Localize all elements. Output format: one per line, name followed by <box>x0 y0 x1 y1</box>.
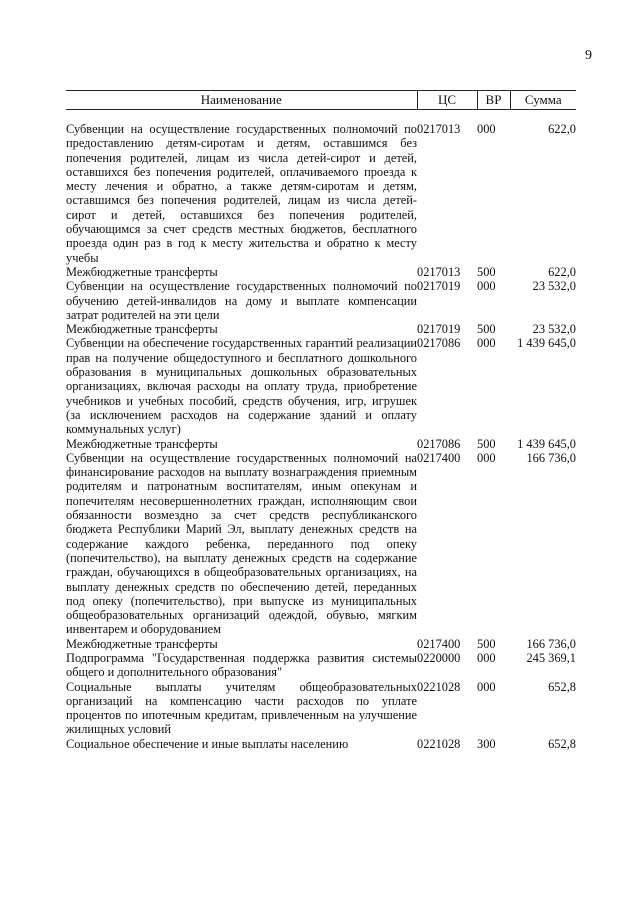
row-vr: 000 <box>477 122 496 136</box>
page-number: 9 <box>585 48 592 63</box>
row-sum: 23 532,0 <box>532 279 576 294</box>
row-name: Подпрограмма "Государственная поддержка развития системы общего и дополнительного образования" <box>66 650 417 680</box>
row-cs: 0220000 <box>417 650 461 665</box>
row-name: Субвенции на осуществление государственных полномочий на финансирование расходов на выплату вознаграждения приемным родителям и патронатным воспитателям, иным опекунам и попечителям несовершеннолетних граждан, исполняющим свои обязанности возмездно за счет средств республиканского бюджета Республики Марий Эл, выплату денежных средств на содержание каждого ребенка, переданного под опеку (попечительство), на выплату денежных средств на содержание граждан, обучающихся в общеобразовательных организациях, на выплату денежных средств по обеспечению детей, переданных под опеку (попечительство), при выпуске из муниципальных общеобразовательных организаций одеждой, обувью, мягким инвентарем и оборудованием <box>66 450 417 637</box>
row-sum: 622,0 <box>548 122 576 136</box>
row-cs: 0217013 <box>417 264 461 279</box>
row-name: Субвенции на обеспечение государственных гарантий реализации прав на получение общедоступного и бесплатного дошкольного образования в муниципальных дошкольных образовательных организациях, включая расходы на оплату труда, приобретение учебников и учебных пособий, средств обучения, игр, игрушек (за исключением расходов на содержание зданий и оплату коммунальных услуг) <box>66 336 417 437</box>
row-vr: 500 <box>477 264 496 279</box>
row-name: Межбюджетные трансферты <box>66 322 218 337</box>
table-row <box>66 265 576 279</box>
table-row <box>66 680 576 737</box>
header-vr: ВР <box>477 91 510 110</box>
row-sum: 166 736,0 <box>526 636 576 651</box>
row-sum: 1 439 645,0 <box>517 336 576 351</box>
budget-table <box>66 90 576 751</box>
header-name: Наименование <box>66 91 417 110</box>
table-row <box>66 451 576 637</box>
table-row <box>66 637 576 651</box>
row-cs: 0221028 <box>417 679 461 694</box>
row-name: Социальные выплаты учителям общеобразовательных организаций на компенсацию части расходов по уплате процентов по ипотечным кредитам, привлеченным на улучшение жилищных условий <box>66 679 417 737</box>
row-sum: 166 736,0 <box>526 450 576 465</box>
row-cs: 0217019 <box>417 279 461 294</box>
table-row <box>66 737 576 751</box>
header-cs: ЦС <box>417 91 477 110</box>
row-vr: 500 <box>477 322 496 337</box>
row-cs: 0217013 <box>417 122 461 136</box>
row-vr: 500 <box>477 436 496 451</box>
row-vr: 000 <box>477 650 496 665</box>
row-name: Межбюджетные трансферты <box>66 636 218 651</box>
row-name: Субвенции на осуществление государственных полномочий по предоставлению детям-сиротам и детям, оставшимся без попечения родителей, лицам из числа детей-сирот и детей, оставшихся без попечения родителей, оплачиваемого проезда к месту лечения и обратно, а также детям-сиротам и детям, оставшимся без попечения родителей, лицам из числа детей-сирот и детей, оставшихся без попечения родителей, обучающимся за счет средств местных бюджетов, бесплатного проезда один раз в год к месту жительства и обратно к месту учебы <box>66 122 417 265</box>
row-cs: 0221028 <box>417 736 461 751</box>
row-name: Субвенции на осуществление государственных полномочий по обучению детей-инвалидов на дому и выплате компенсации затрат родителей на эти цели <box>66 279 417 322</box>
row-vr: 000 <box>477 336 496 351</box>
row-vr: 300 <box>477 736 496 751</box>
table-row <box>66 110 576 265</box>
row-vr: 500 <box>477 636 496 651</box>
row-cs: 0217086 <box>417 336 461 351</box>
row-cs: 0217086 <box>417 436 461 451</box>
row-sum: 622,0 <box>548 264 576 279</box>
row-cs: 0217400 <box>417 636 461 651</box>
row-vr: 000 <box>477 279 496 294</box>
table-row <box>66 437 576 451</box>
row-name: Социальное обеспечение и иные выплаты населению <box>66 736 349 751</box>
row-sum: 652,8 <box>548 679 576 694</box>
row-sum: 245 369,1 <box>526 650 576 665</box>
row-name: Межбюджетные трансферты <box>66 264 218 279</box>
row-sum: 652,8 <box>548 736 576 751</box>
row-cs: 0217400 <box>417 450 461 465</box>
row-sum: 1 439 645,0 <box>517 436 576 451</box>
header-sum: Сумма <box>510 91 576 110</box>
row-vr: 000 <box>477 450 496 465</box>
table-row <box>66 279 576 322</box>
table-row <box>66 322 576 336</box>
row-sum: 23 532,0 <box>532 322 576 337</box>
row-cs: 0217019 <box>417 322 461 337</box>
table-row <box>66 651 576 680</box>
table-row <box>66 336 576 436</box>
table-header-row <box>66 91 576 110</box>
row-name: Межбюджетные трансферты <box>66 436 218 451</box>
row-vr: 000 <box>477 679 496 694</box>
